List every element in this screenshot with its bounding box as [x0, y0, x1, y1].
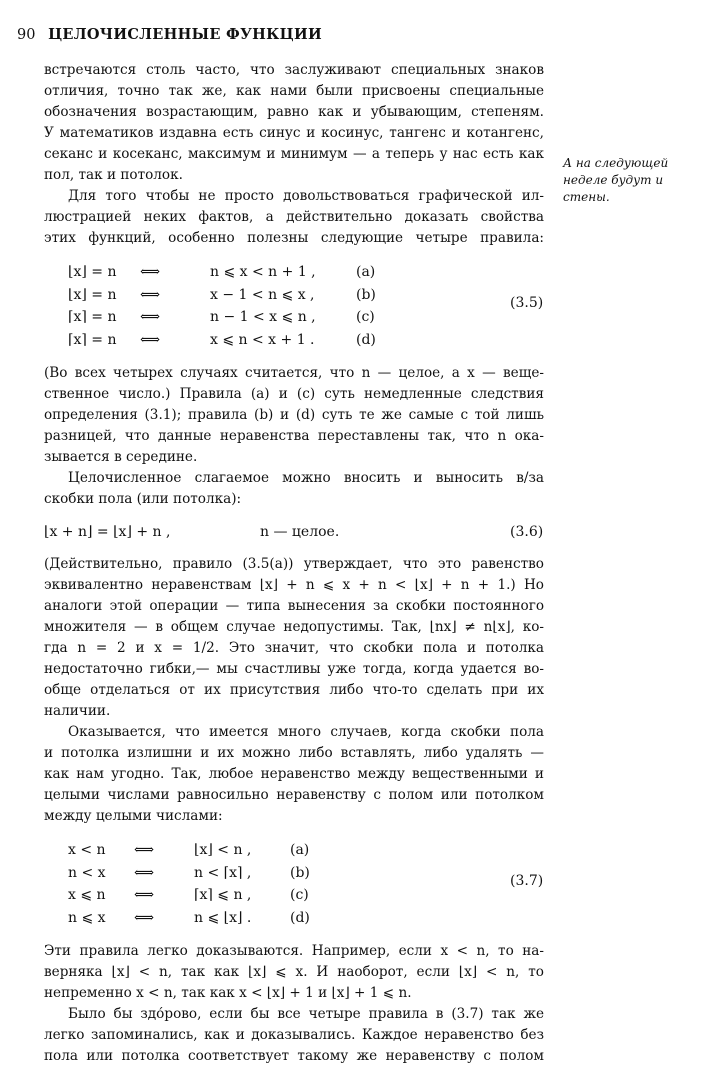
eq-rhs: ⌊x⌋ < n , — [194, 842, 252, 858]
eq-iff: ⟺ — [140, 286, 161, 303]
margin-note-line: стены. — [563, 190, 610, 204]
equation-row — [44, 907, 544, 930]
eq-rhs: ⌈x⌉ ⩽ n , — [194, 887, 252, 903]
equation-number: (3.5) — [510, 295, 544, 311]
eq-tag: (a) — [356, 264, 376, 280]
text-line: У математиков издавна есть синус и косинус, тангенс и котангенс, — [44, 125, 544, 141]
eq-lhs: x < n — [68, 842, 106, 858]
text-line: отличия, точно так же, как нами были присвоены специальные — [44, 83, 544, 99]
eq-iff: ⟺ — [134, 887, 155, 903]
eq-rhs: n − 1 < x ⩽ n , — [210, 309, 316, 325]
text-line: верняка ⌊x⌋ < n, так как ⌊x⌋ ⩽ x. И наоборот, если ⌊x⌋ < n, то — [44, 964, 544, 980]
eq-lhs: n < x — [68, 864, 106, 881]
equation-3-7 — [44, 839, 544, 929]
text-line: люстрацией неких фактов, а действительно доказать свойства — [44, 209, 544, 225]
equation-row — [44, 329, 544, 352]
text-line: целыми числами равносильно неравенству с полом или потолком — [44, 787, 544, 803]
text-line: (Во всех четырех случаях считается, что n — целое, а x — веще- — [44, 365, 544, 381]
eq-tag: (c) — [356, 309, 375, 325]
text-line: секанс и косеканс, максимум и минимум — а теперь у нас есть как — [44, 146, 544, 162]
eq-lhs: ⌈x⌉ = n — [68, 331, 117, 348]
eq-tag: (c) — [290, 887, 309, 903]
equation-row — [44, 284, 544, 307]
text-line: этих функций, особенно полезны следующие четыре правила: — [44, 230, 544, 246]
text-line: (Действительно, правило (3.5(a)) утверждает, что это равенство — [44, 556, 544, 572]
paragraph-1 — [44, 60, 544, 186]
text-line: пол, так и потолок. — [44, 167, 183, 183]
paragraph-2 — [44, 186, 544, 249]
eq-lhs: ⌈x⌉ = n — [68, 309, 117, 325]
paragraph-5 — [44, 554, 544, 722]
eq-tag: (d) — [356, 331, 376, 348]
eq-lhs: n ⩽ x — [68, 909, 106, 926]
text-line: как нам угодно. Так, любое неравенство между вещественными и — [44, 766, 544, 782]
eq-tag: (b) — [290, 864, 310, 881]
text-line: обозначения возрастающим, равно как и убывающим, степеням. — [44, 104, 544, 120]
text-line: и потолка излишни и их можно либо вставлять, либо удалять — — [44, 745, 544, 761]
equation-row — [44, 261, 544, 284]
text-line: Эти правила легко доказываются. Например, если x < n, то на- — [44, 943, 544, 959]
text-line: встречаются столь часто, что заслуживают специальных знаков — [44, 62, 544, 78]
equation-row — [44, 884, 544, 907]
margin-note-line: неделе будут и — [563, 173, 664, 187]
text-line: обще отделаться от их присутствия либо что-то сделать при их — [44, 682, 544, 698]
text-line: гда n = 2 и x = 1/2. Это значит, что скобки пола и потолка — [44, 640, 544, 656]
text-line: пола или потолка соответствует такому же неравенству с полом — [44, 1048, 544, 1064]
eq-lhs: ⌊x⌋ = n — [68, 264, 117, 280]
text-line: ственное число.) Правила (a) и (c) суть немедленные следствия — [44, 386, 544, 402]
eq-iff: ⟺ — [140, 331, 161, 348]
eq-formula: ⌊x + n⌋ = ⌊x⌋ + n , — [44, 524, 171, 540]
paragraph-7 — [44, 941, 544, 1004]
margin-note — [563, 155, 673, 206]
margin-note-line: А на следующей — [563, 156, 669, 170]
equation-row — [44, 862, 544, 885]
running-title: ЦЕЛОЧИСЛЕННЫЕ ФУНКЦИИ — [48, 26, 322, 43]
paragraph-6 — [44, 722, 544, 827]
text-line: непременно x < n, так как x < ⌊x⌋ + 1 и ⌊x⌋ + 1 ⩽ n. — [44, 985, 412, 1001]
eq-rhs: n ⩽ x < n + 1 , — [210, 264, 316, 280]
eq-lhs: ⌊x⌋ = n — [68, 286, 117, 303]
equation-3-5 — [44, 261, 544, 351]
eq-iff: ⟺ — [140, 309, 161, 325]
text-line: скобки пола (или потолка): — [44, 491, 242, 507]
eq-iff: ⟺ — [134, 864, 155, 881]
text-line: Оказывается, что имеется много случаев, когда скобки пола — [68, 724, 544, 740]
eq-rhs: x ⩽ n < x + 1 . — [210, 331, 315, 348]
eq-tag: (a) — [290, 842, 310, 858]
text-line: разницей, что данные неравенства переставлены так, что n ока- — [44, 428, 544, 444]
eq-rhs: n < ⌈x⌉ , — [194, 864, 252, 881]
text-line: Для того чтобы не просто довольствоваться графической ил- — [68, 188, 544, 204]
equation-number: (3.7) — [510, 873, 544, 889]
text-line: между целыми числами: — [44, 808, 223, 824]
eq-rhs: x − 1 < n ⩽ x , — [210, 286, 315, 303]
equation-row — [44, 306, 544, 329]
eq-lhs: x ⩽ n — [68, 887, 106, 903]
main-text-column — [44, 60, 544, 1067]
paragraph-3 — [44, 363, 544, 468]
equation-row — [44, 839, 544, 862]
eq-iff: ⟺ — [140, 264, 161, 280]
text-line: наличии. — [44, 703, 111, 719]
text-line: Целочисленное слагаемое можно вносить и выносить в/за — [68, 470, 544, 486]
paragraph-8 — [44, 1004, 544, 1067]
text-line: Было бы здо́рово, если бы все четыре правила в (3.7) так же — [68, 1006, 544, 1022]
paragraph-4 — [44, 468, 544, 510]
eq-tag: (b) — [356, 286, 376, 303]
eq-iff: ⟺ — [134, 909, 155, 926]
eq-note: n — целое. — [260, 524, 340, 540]
page-number: 90 — [17, 27, 36, 43]
equation-number: (3.6) — [510, 524, 544, 540]
text-line: легко запоминались, как и доказывались. Каждое неравенство без — [44, 1027, 544, 1043]
equation-3-6 — [44, 520, 544, 544]
text-line: множителя — в общем случае недопустимы. Так, ⌊nx⌋ ≠ n⌊x⌋, ко- — [44, 619, 544, 635]
eq-iff: ⟺ — [134, 842, 155, 858]
text-line: эквивалентно неравенствам ⌊x⌋ + n ⩽ x + n < ⌊x⌋ + n + 1.) Но — [44, 577, 544, 593]
eq-tag: (d) — [290, 909, 310, 926]
text-line: зывается в середине. — [44, 449, 198, 465]
text-line: аналоги этой операции — типа вынесения за скобки постоянного — [44, 598, 544, 614]
text-line: определения (3.1); правила (b) и (d) суть те же самые с той лишь — [44, 407, 544, 423]
eq-rhs: n ⩽ ⌊x⌋ . — [194, 909, 252, 926]
text-line: недостаточно гибки,— мы счастливы уже тогда, когда удается во- — [44, 661, 544, 677]
page-header — [17, 26, 322, 43]
